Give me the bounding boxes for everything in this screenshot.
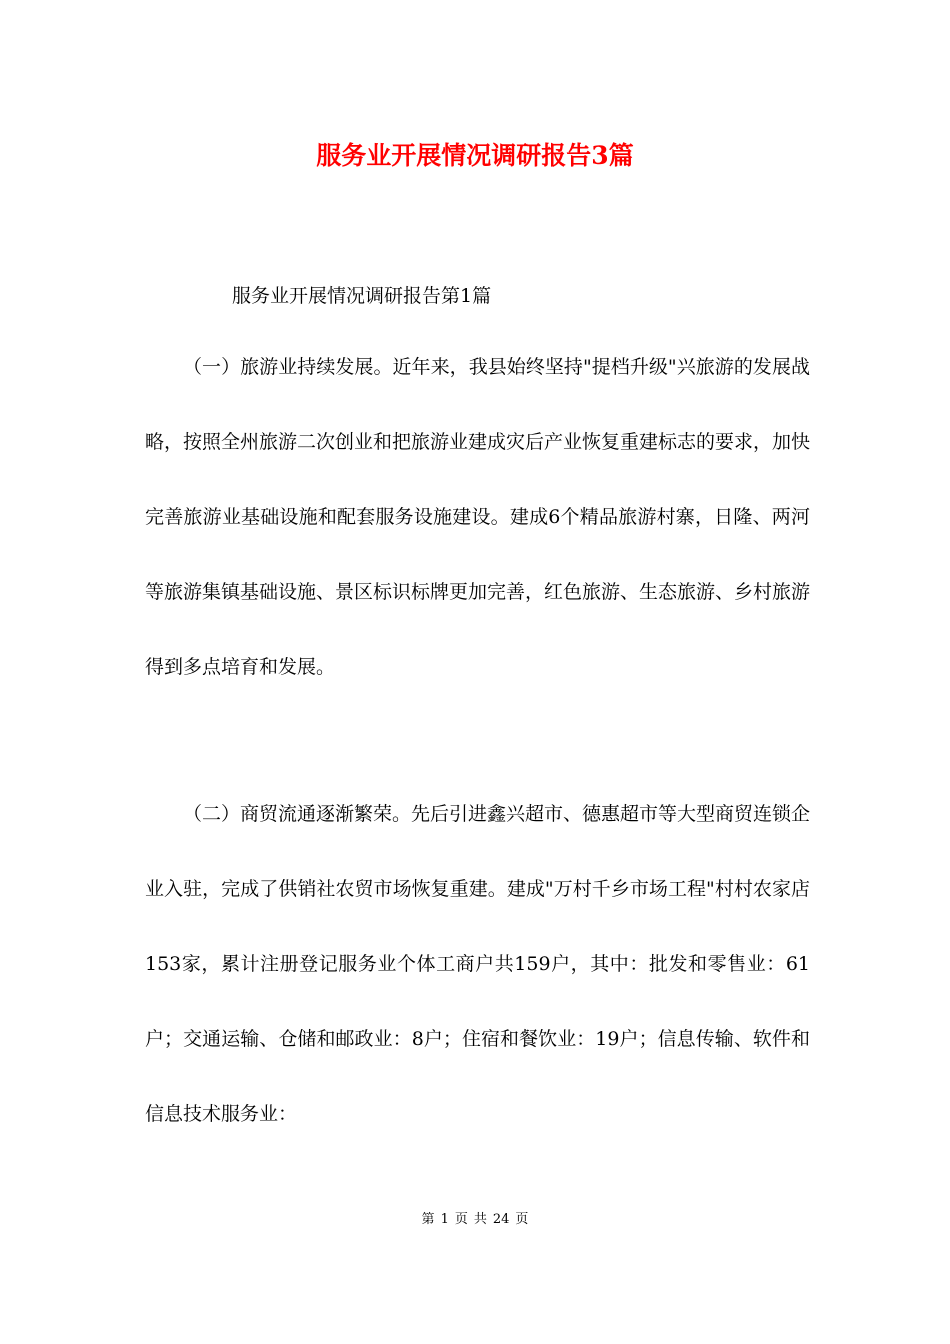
footer-page-unit: 页 — [454, 1212, 468, 1227]
section-heading: 服务业开展情况调研报告第1篇 — [232, 285, 492, 307]
body-paragraph-2 — [145, 777, 810, 1152]
footer-page-number: 1 — [440, 1212, 449, 1227]
paragraph-text: （一）旅游业持续发展。近年来，我县始终坚持"提档升级"兴旅游的发展战略，按照全州旅游二次创业和把旅游业建成灾后产业恢复重建标志的要求，加快完善旅游业基础设施和配套服务设施建设。建成6个精品旅游村寨，日隆、两河等旅游集镇基础设施、景区标识标牌更加完善，红色旅游、生态旅游、乡村旅游得到多点培育和发展。 — [145, 356, 811, 678]
footer-total-label: 共 — [473, 1212, 487, 1227]
body-paragraph-1 — [145, 330, 810, 705]
page-footer — [0, 1208, 950, 1227]
footer-total-unit: 页 — [515, 1212, 529, 1227]
document-title: 服务业开展情况调研报告3篇 — [316, 141, 634, 170]
paragraph-text: （二）商贸流通逐渐繁荣。先后引进鑫兴超市、德惠超市等大型商贸连锁企业入驻，完成了供销社农贸市场恢复重建。建成"万村千乡市场工程"村村农家店153家，累计注册登记服务业个体工商户共159户，其中：批发和零售业：61户；交通运输、仓储和邮政业：8户；住宿和餐饮业：19户；信息传输、软件和信息技术服务业： — [145, 803, 811, 1125]
footer-page-label: 第 — [421, 1212, 435, 1227]
footer-total-pages: 24 — [492, 1212, 510, 1227]
